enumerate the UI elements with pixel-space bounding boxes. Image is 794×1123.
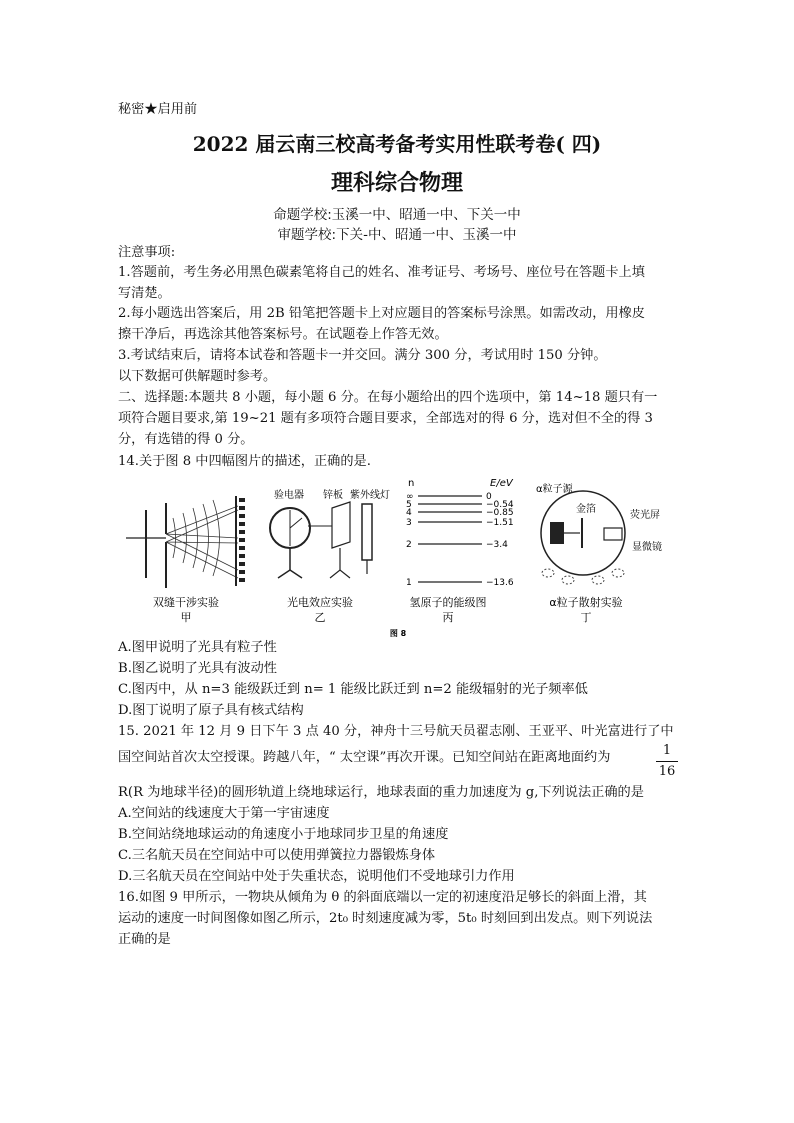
- q14-option-a: A.图甲说明了光具有粒子性: [118, 640, 277, 655]
- q15-stem: 15. 2021 年 12 月 9 日下午 3 点 40 分，神舟十三号航天员翟志刚、王亚平、叶光富进行了中: [118, 724, 674, 739]
- level-n-label: 5: [406, 500, 412, 510]
- secret-label: 秘密★启用前: [118, 102, 198, 117]
- microscope-tag: 显微镜: [632, 542, 662, 553]
- note-line: 3.考试结束后，请将本试卷和答题卡一并交回。满分 300 分，考试用时 150 分钟。: [118, 348, 607, 363]
- note-line: 1.答题前，考生务必用黑色碳素笔将自己的姓名、准考证号、考场号、座位号在答题卡上填: [118, 265, 645, 280]
- q15-option-b: B.空间站绕地球运动的角速度小于地球同步卫星的角速度: [118, 827, 449, 842]
- notes-heading: 注意事项:: [118, 245, 176, 260]
- q15-fraction: [654, 742, 680, 781]
- setter-schools: 命题学校:玉溪一中、昭通一中、下关一中: [273, 207, 521, 223]
- figure-8: [118, 478, 678, 638]
- level-energy-label: −3.4: [486, 540, 508, 550]
- panel-c-label: 氢原子的能级图: [409, 596, 487, 609]
- exam-subtitle: 理科综合物理: [330, 170, 463, 196]
- level-energy-label: −1.51: [486, 518, 514, 528]
- alpha-scattering-diagram: [536, 482, 662, 624]
- q15-stem: 国空间站首次太空授课。跨越八年，“ 太空课”再次开课。已知空间站在距离地面约为: [118, 750, 611, 765]
- reviewer-schools: 审题学校:下关-中、昭通一中、玉溪一中: [277, 227, 517, 243]
- figure-caption: 图 8: [389, 629, 407, 638]
- level-n-label: 4: [406, 508, 412, 518]
- level-n-label: 1: [406, 578, 412, 588]
- q14-stem: 14.关于图 8 中四幅图片的描述，正确的是.: [118, 454, 371, 469]
- q16-stem: 16.如图 9 甲所示，一物块从倾角为 θ 的斜面底端以一定的初速度沿足够长的斜面上滑，其: [118, 890, 647, 905]
- panel-c-sub: 丙: [442, 611, 454, 624]
- panel-d-sub: 丁: [580, 611, 592, 624]
- panel-b-label: 光电效应实验: [287, 596, 353, 609]
- level-n-label: 3: [406, 518, 412, 528]
- q16-stem: 运动的速度一时间图像如图乙所示，2t₀ 时刻速度减为零，5t₀ 时刻回到出发点。则下列说法: [118, 911, 653, 926]
- q15-option-c: C.三名航天员在空间站中可以使用弹簧拉力器锻炼身体: [118, 848, 436, 863]
- double-slit-diagram: [126, 496, 245, 624]
- q14-option-d: D.图丁说明了原子具有核式结构: [118, 703, 304, 718]
- zinc-plate-tag: 锌板: [323, 490, 343, 501]
- q15-option-a: A.空间站的线速度大于第一宇宙速度: [118, 806, 330, 821]
- section-instructions: 分，有选错的得 0 分。: [118, 432, 254, 447]
- panel-a-label: 双缝干涉实验: [153, 596, 219, 609]
- exam-title: 2022 届云南三校高考备考实用性联考卷( 四): [192, 132, 602, 156]
- level-n-label: ∞: [406, 492, 414, 502]
- q14-option-b: B.图乙说明了光具有波动性: [118, 661, 277, 676]
- photoelectric-diagram: [270, 488, 390, 624]
- level-energy-label: −0.54: [486, 500, 514, 510]
- energy-levels: [406, 492, 514, 588]
- note-line: 写清楚。: [118, 286, 171, 301]
- panel-a-sub: 甲: [180, 611, 192, 624]
- axis-n-label: n: [408, 478, 415, 489]
- level-energy-label: 0: [486, 492, 492, 502]
- q16-stem: 正确的是: [118, 932, 171, 947]
- level-energy-label: −13.6: [486, 578, 514, 588]
- section-instructions: 项符合题目要求,第 19~21 题有多项符合题目要求，全部选对的得 6 分，选对但不全的得 3: [118, 411, 653, 426]
- section-instructions: 二、选择题:本题共 8 小题，每小题 6 分。在每小题给出的四个选项中，第 14~18 题只有一: [118, 390, 658, 405]
- panel-b-sub: 乙: [314, 611, 326, 624]
- note-line: 擦干净后，再选涂其他答案标号。在试题卷上作答无效。: [118, 327, 448, 342]
- panel-d-label: α粒子散射实验: [549, 596, 623, 609]
- level-n-label: 2: [406, 540, 412, 550]
- electroscope-tag: 验电器: [274, 490, 304, 501]
- screen-tag: 荧光屏: [630, 510, 660, 521]
- fraction-denominator: 16: [658, 764, 676, 779]
- fraction-numerator: 1: [662, 743, 672, 758]
- q15-stem: R(R 为地球半径)的圆形轨道上绕地球运行，地球表面的重力加速度为 g,下列说法正确的是: [118, 785, 644, 800]
- q14-option-c: C.图丙中，从 n=3 能级跃迁到 n= 1 能级比跃迁到 n=2 能级辐射的光子频率低: [118, 682, 588, 697]
- gold-foil-tag: 金箔: [576, 504, 596, 515]
- energy-level-diagram: [406, 478, 514, 624]
- q15-option-d: D.三名航天员在空间站中处于失重状态，说明他们不受地球引力作用: [118, 869, 515, 884]
- data-note: 以下数据可供解题时参考。: [118, 369, 277, 384]
- axis-e-label: E/eV: [490, 478, 513, 489]
- note-line: 2.每小题选出答案后，用 2B 铅笔把答题卡上对应题目的答案标号涂黑。如需改动，用橡皮: [118, 306, 645, 321]
- alpha-source-tag: α粒子源: [536, 484, 573, 495]
- uv-lamp-tag: 紫外线灯: [350, 490, 390, 501]
- level-energy-label: −0.85: [486, 508, 514, 518]
